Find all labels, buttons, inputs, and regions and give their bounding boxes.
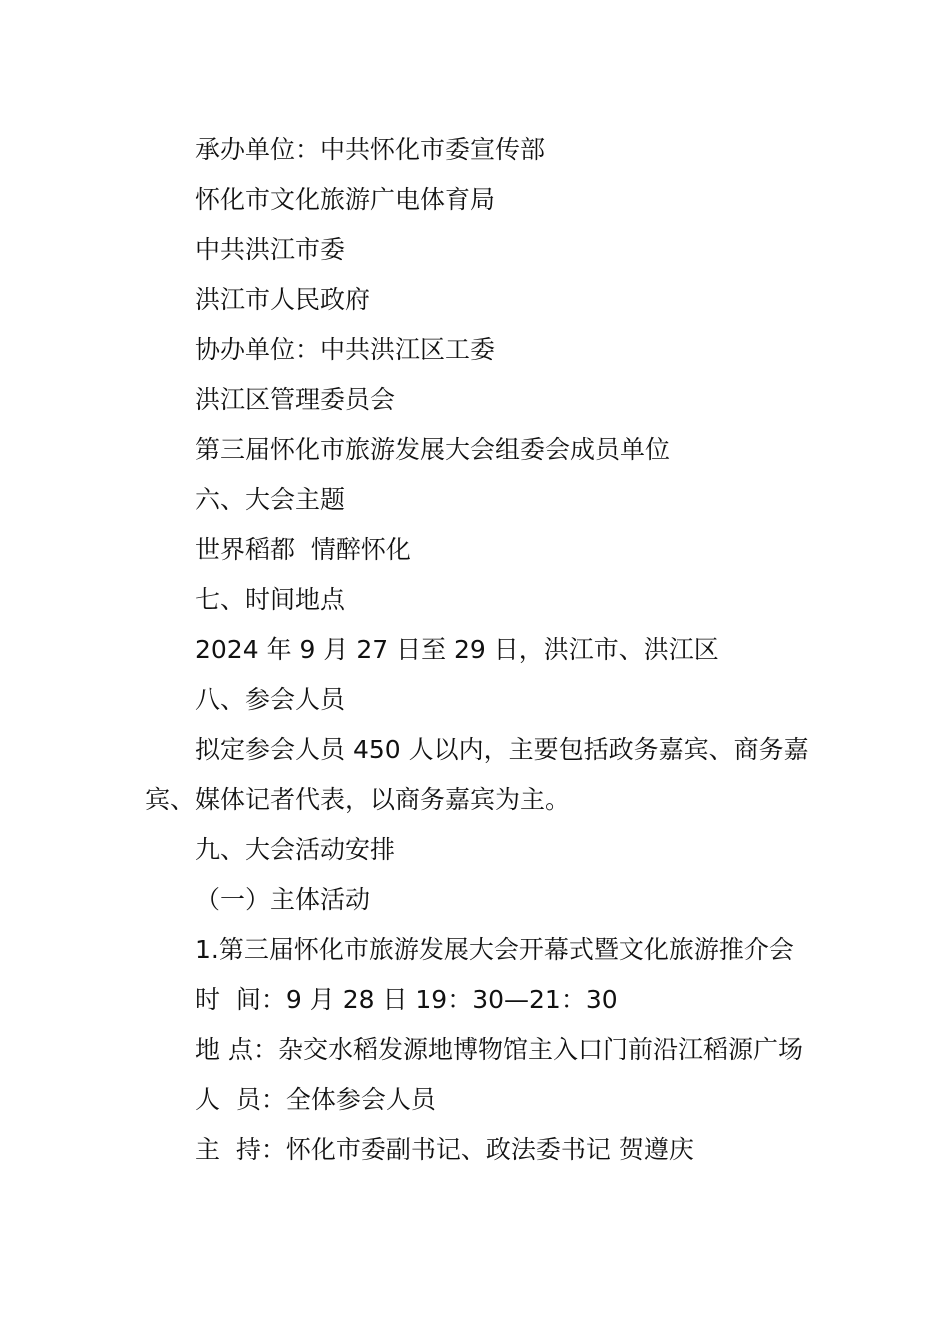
participants-paragraph: 拟定参会人员 450 人以内，主要包括政务嘉宾、商务嘉宾、媒体记者代表，以商务嘉宾为主。 <box>145 735 809 814</box>
time-location-text: 2024 年 9 月 27 日至 29 日，洪江市、洪江区 <box>195 635 719 664</box>
section-heading: 六、大会主题 <box>195 485 346 514</box>
section-heading: 八、参会人员 <box>195 685 346 714</box>
event-location-paragraph: 地 点：杂交水稻发源地博物馆主入口门前沿江稻源广场 <box>195 1035 803 1064</box>
event-title: 1.第三届怀化市旅游发展大会开幕式暨文化旅游推介会 <box>195 935 794 964</box>
co-organizer-line: 第三届怀化市旅游发展大会组委会成员单位 <box>195 435 671 464</box>
event-time: 时 间：9 月 28 日 19：30—21：30 <box>195 985 618 1014</box>
co-organizer-line: 协办单位：中共洪江区工委 <box>195 335 496 364</box>
section-heading: 七、时间地点 <box>195 585 346 614</box>
organizer-line: 中共洪江市委 <box>195 235 346 264</box>
event-host: 主 持：怀化市委副书记、政法委书记 贺遵庆 <box>195 1135 694 1164</box>
event-attendees: 人 员：全体参会人员 <box>195 1085 436 1114</box>
theme-text: 世界稻都 情醉怀化 <box>195 535 411 564</box>
document-body <box>145 125 810 1175</box>
subsection-heading: （一）主体活动 <box>195 885 371 914</box>
organizer-line: 怀化市文化旅游广电体育局 <box>195 185 496 214</box>
section-heading: 九、大会活动安排 <box>195 835 396 864</box>
organizer-line: 承办单位：中共怀化市委宣传部 <box>195 135 546 164</box>
organizer-line: 洪江市人民政府 <box>195 285 371 314</box>
co-organizer-line: 洪江区管理委员会 <box>195 385 396 414</box>
